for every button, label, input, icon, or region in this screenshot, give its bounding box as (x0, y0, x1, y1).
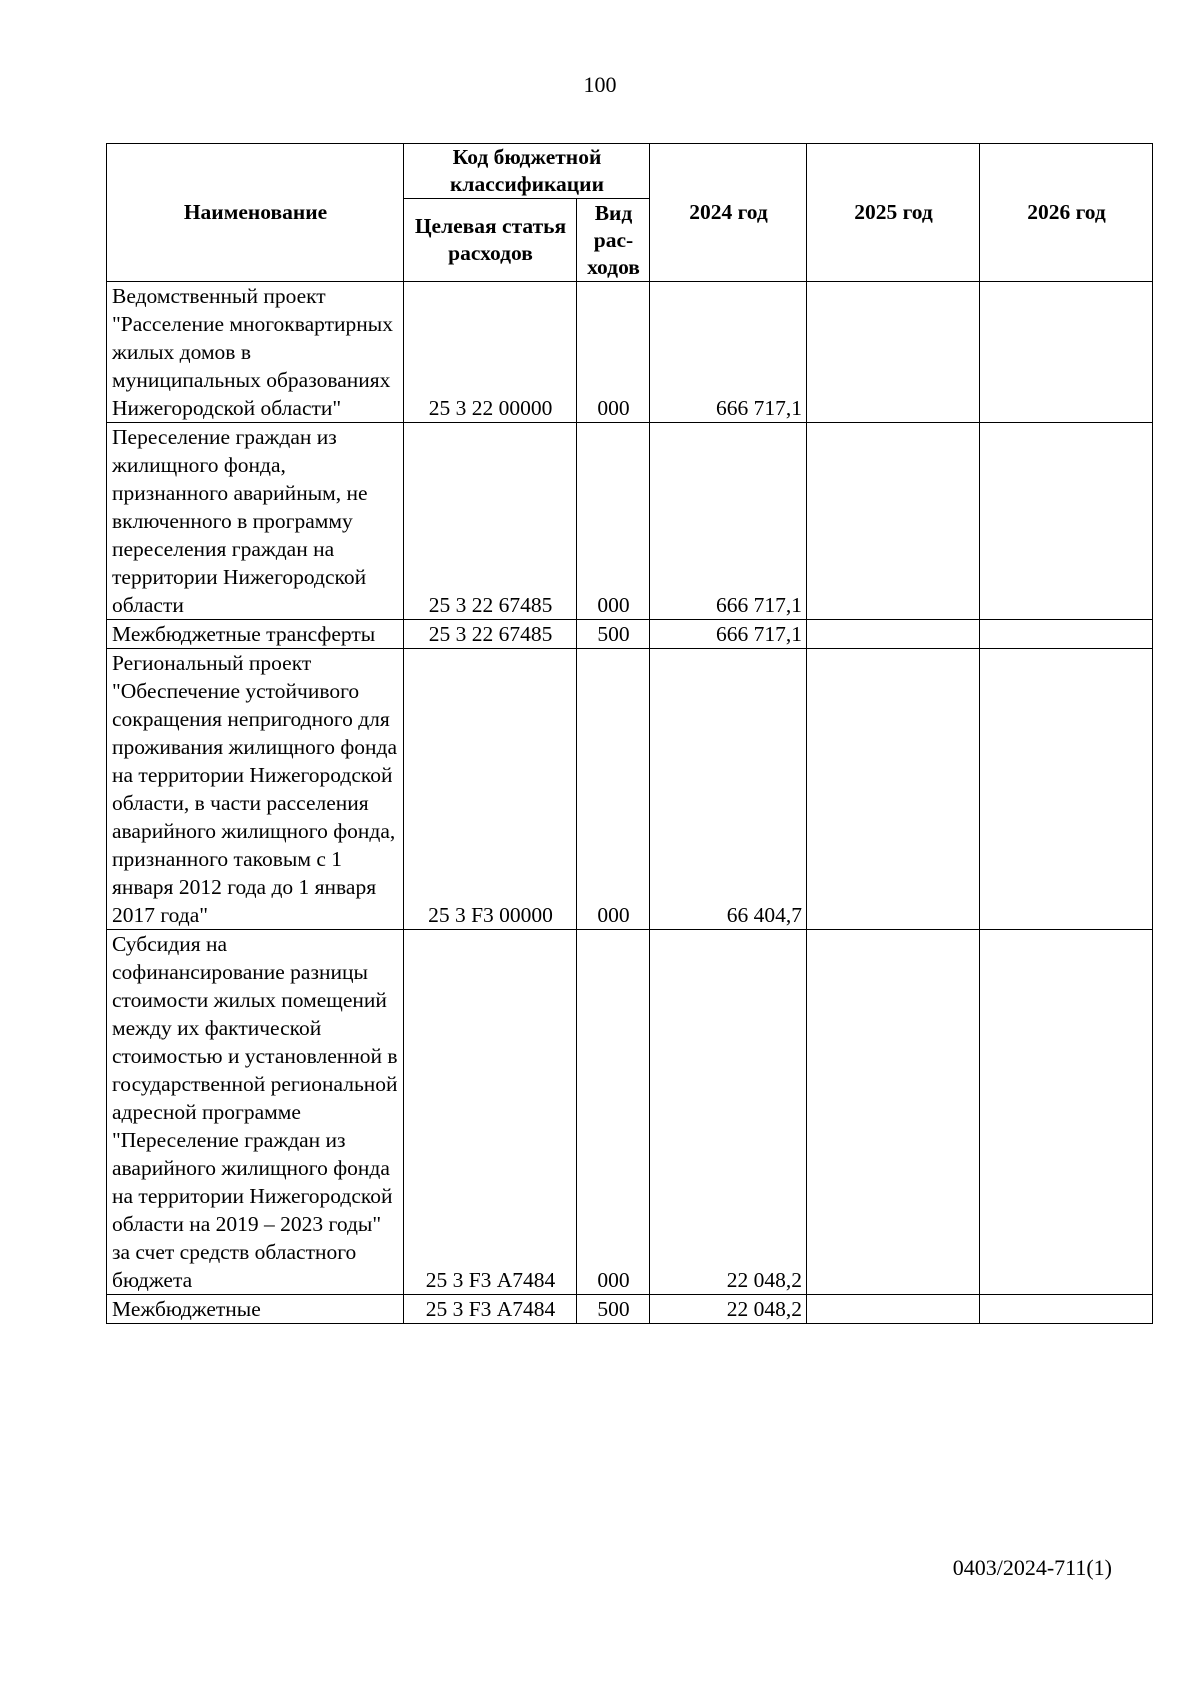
row-2024-value: 22 048,2 (650, 1295, 807, 1324)
row-expense-type: 000 (577, 282, 650, 423)
row-2026-value (980, 423, 1153, 620)
row-2024-value: 666 717,1 (650, 282, 807, 423)
header-2026: 2026 год (980, 144, 1153, 282)
row-2025-value (807, 620, 980, 649)
row-name: Межбюджетные трансферты (107, 620, 404, 649)
row-target-code: 25 3 22 67485 (404, 423, 577, 620)
table-row (107, 930, 1153, 1295)
row-expense-type: 500 (577, 1295, 650, 1324)
row-2024-value: 66 404,7 (650, 649, 807, 930)
row-2026-value (980, 930, 1153, 1295)
row-expense-type: 500 (577, 620, 650, 649)
row-2025-value (807, 649, 980, 930)
row-2026-value (980, 620, 1153, 649)
table-row (107, 282, 1153, 423)
header-budget-code: Код бюджетной классификации (404, 144, 650, 199)
row-target-code: 25 3 F3 00000 (404, 649, 577, 930)
row-2026-value (980, 649, 1153, 930)
row-2026-value (980, 282, 1153, 423)
row-name: Региональный проект "Обеспечение устойчивого сокращения непригодного для проживания жилищного фонда на территории Нижегородской области, в части расселения аварийного жилищного фонда, признанного таковым с 1 января 2012 года до 1 января 2017 года" (107, 649, 404, 930)
header-name: Наименование (107, 144, 404, 282)
row-name: Ведомственный проект "Расселение многоквартирных жилых домов в муниципальных образованиях Нижегородской области" (107, 282, 404, 423)
row-expense-type: 000 (577, 423, 650, 620)
page-number: 100 (583, 72, 617, 97)
row-2024-value: 666 717,1 (650, 423, 807, 620)
row-2024-value: 666 717,1 (650, 620, 807, 649)
budget-table (106, 143, 1153, 1324)
row-2025-value (807, 282, 980, 423)
row-2024-value: 22 048,2 (650, 930, 807, 1295)
row-target-code: 25 3 F3 А7484 (404, 930, 577, 1295)
row-expense-type: 000 (577, 649, 650, 930)
table-row (107, 620, 1153, 649)
header-2024: 2024 год (650, 144, 807, 282)
header-2025: 2025 год (807, 144, 980, 282)
header-target-article: Целевая статья расходов (404, 199, 577, 282)
table-row (107, 649, 1153, 930)
row-name: Межбюджетные (107, 1295, 404, 1324)
row-2026-value (980, 1295, 1153, 1324)
row-2025-value (807, 423, 980, 620)
document-number: 0403/2024-711(1) (952, 1555, 1112, 1580)
row-target-code: 25 3 22 00000 (404, 282, 577, 423)
table-row (107, 423, 1153, 620)
row-name: Субсидия на софинансирование разницы стоимости жилых помещений между их фактической стоимостью и установленной в государственной региональной адресной программе "Переселение граждан из аварийного жилищного фонда на территории Нижегородской области на 2019 – 2023 годы" за счет средств областного бюджета (107, 930, 404, 1295)
row-target-code: 25 3 22 67485 (404, 620, 577, 649)
row-2025-value (807, 930, 980, 1295)
table-row (107, 1295, 1153, 1324)
row-target-code: 25 3 F3 А7484 (404, 1295, 577, 1324)
row-name: Переселение граждан из жилищного фонда, признанного аварийным, не включенного в программу переселения граждан на территории Нижегородской области (107, 423, 404, 620)
row-expense-type: 000 (577, 930, 650, 1295)
row-2025-value (807, 1295, 980, 1324)
header-expense-type: Вид рас- ходов (577, 199, 650, 282)
